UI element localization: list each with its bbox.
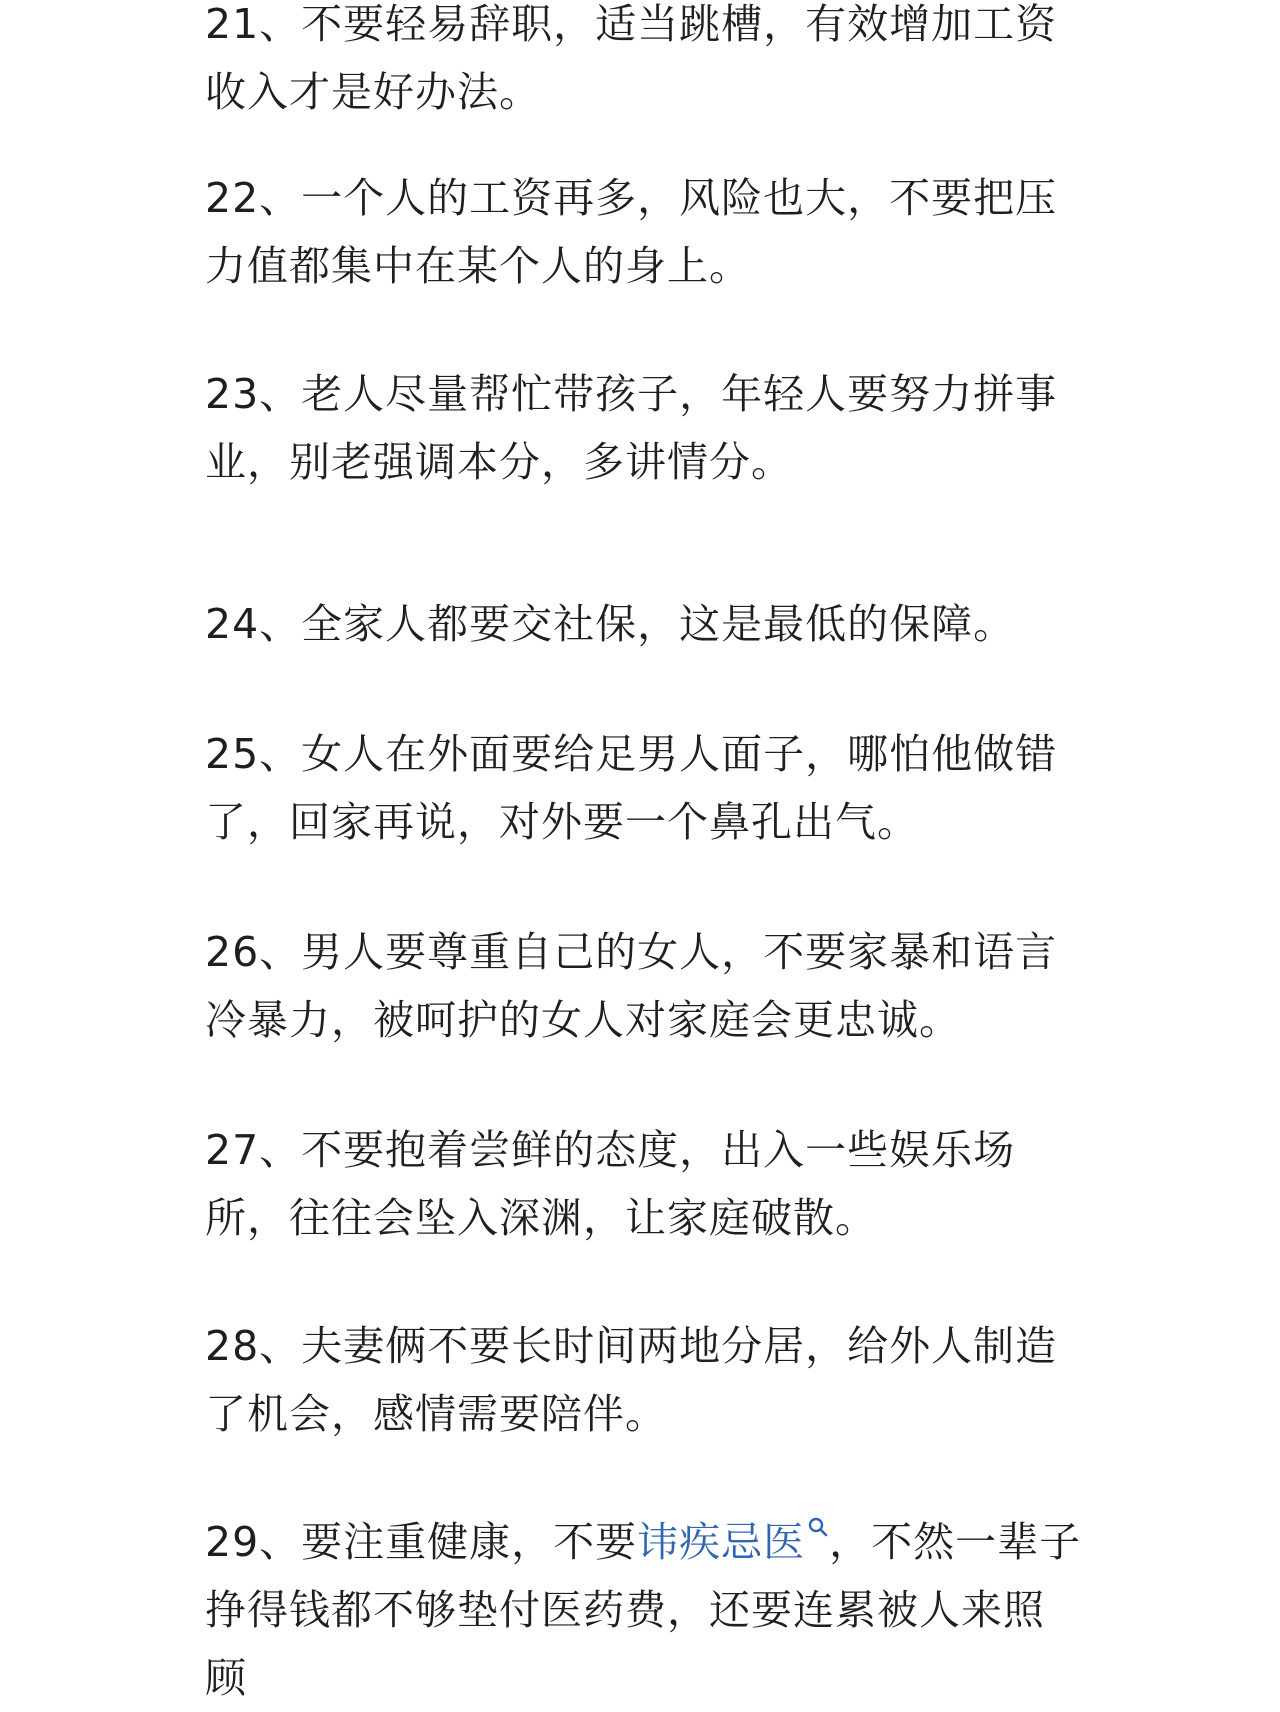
list-item-21: 21、不要轻易辞职，适当跳槽，有效增加工资收入才是好办法。 <box>205 0 1058 116</box>
list-item-25: 25、女人在外面要给足男人面子，哪怕他做错了，回家再说，对外要一个鼻孔出气。 <box>205 730 1058 846</box>
list-item-29 <box>205 1508 1085 1712</box>
list-item-27: 27、不要抱着尝鲜的态度，出入一些娱乐场所，往往会坠入深渊，让家庭破散。 <box>205 1126 1016 1242</box>
search-link-label[interactable]: 讳疾忌医 <box>637 1518 806 1566</box>
item-29-text-after: ，不然一辈子挣得钱都不够垫付医药费，还要连累被人来照顾 <box>205 1518 1082 1702</box>
list-item-24: 24、全家人都要交社保，这是最低的保障。 <box>205 600 1016 648</box>
search-link[interactable] <box>637 1518 829 1566</box>
list-item-28: 28、夫妻俩不要长时间两地分居，给外人制造了机会，感情需要陪伴。 <box>205 1322 1058 1438</box>
search-icon[interactable] <box>807 1516 829 1538</box>
list-item-26: 26、男人要尊重自己的女人，不要家暴和语言冷暴力，被呵护的女人对家庭会更忠诚。 <box>205 928 1058 1044</box>
list-item-23: 23、老人尽量帮忙带孩子，年轻人要努力拼事业，别老强调本分，多讲情分。 <box>205 370 1058 486</box>
list-item-22: 22、一个人的工资再多，风险也大，不要把压力值都集中在某个人的身上。 <box>205 174 1058 290</box>
item-29-text-before: 29、要注重健康，不要 <box>205 1518 638 1566</box>
